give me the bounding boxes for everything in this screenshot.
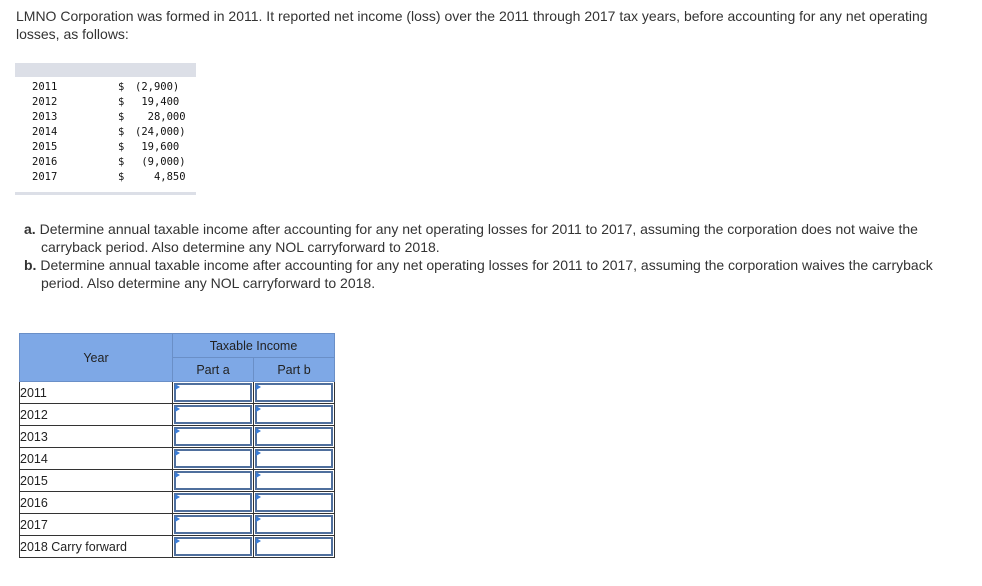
question-list — [24, 220, 964, 292]
income-year: 2012 — [32, 96, 58, 108]
question-a — [24, 220, 964, 256]
part-b-input-cell[interactable] — [254, 492, 335, 514]
part-a-input[interactable] — [174, 383, 252, 402]
income-amount: (9,000) — [135, 156, 186, 168]
table-row — [20, 382, 335, 404]
table-row — [20, 404, 335, 426]
part-a-input-cell[interactable] — [173, 470, 254, 492]
part-a-input-cell[interactable] — [173, 448, 254, 470]
currency-symbol: $ — [118, 126, 125, 138]
row-year-label: 2014 — [20, 448, 173, 470]
part-a-input-cell[interactable] — [173, 426, 254, 448]
income-row — [15, 110, 196, 125]
part-b-input-cell[interactable] — [254, 536, 335, 558]
table-row — [20, 492, 335, 514]
row-year-label: 2013 — [20, 426, 173, 448]
part-b-input-cell[interactable] — [254, 448, 335, 470]
part-b-input-cell[interactable] — [254, 470, 335, 492]
part-a-input[interactable] — [174, 405, 252, 424]
income-amount: 28,000 — [135, 111, 186, 123]
taxable-income-table — [19, 333, 335, 558]
currency-symbol: $ — [118, 111, 125, 123]
input-marker-icon — [175, 516, 180, 522]
input-marker-icon — [256, 384, 261, 390]
part-a-input-cell[interactable] — [173, 536, 254, 558]
table-row — [20, 426, 335, 448]
data-box-bottom-rule — [15, 192, 196, 195]
income-row — [15, 155, 196, 170]
input-marker-icon — [256, 472, 261, 478]
input-marker-icon — [256, 406, 261, 412]
currency-symbol: $ — [118, 141, 125, 153]
currency-symbol: $ — [118, 81, 125, 93]
income-amount: (24,000) — [135, 126, 186, 138]
part-a-input[interactable] — [174, 537, 252, 556]
income-data-box — [15, 63, 196, 195]
part-a-input[interactable] — [174, 515, 252, 534]
input-marker-icon — [256, 516, 261, 522]
input-marker-icon — [256, 494, 261, 500]
row-year-label: 2018 Carry forward — [20, 536, 173, 558]
row-year-label: 2011 — [20, 382, 173, 404]
part-a-input-cell[interactable] — [173, 404, 254, 426]
input-marker-icon — [175, 472, 180, 478]
part-a-input[interactable] — [174, 493, 252, 512]
part-b-input[interactable] — [255, 449, 333, 468]
income-data-rows — [15, 80, 196, 185]
part-b-input[interactable] — [255, 471, 333, 490]
part-a-input-cell[interactable] — [173, 514, 254, 536]
income-year: 2017 — [32, 171, 58, 183]
part-a-input-cell[interactable] — [173, 492, 254, 514]
income-row — [15, 80, 196, 95]
income-row — [15, 125, 196, 140]
input-marker-icon — [175, 450, 180, 456]
income-amount: 19,600 — [135, 141, 180, 153]
currency-symbol: $ — [118, 171, 125, 183]
income-year: 2014 — [32, 126, 58, 138]
input-marker-icon — [175, 428, 180, 434]
taxable-income-header: Taxable Income — [173, 334, 335, 358]
table-row — [20, 536, 335, 558]
part-b-input-cell[interactable] — [254, 404, 335, 426]
year-column-header: Year — [20, 334, 173, 382]
table-row — [20, 514, 335, 536]
input-marker-icon — [256, 428, 261, 434]
part-b-input[interactable] — [255, 493, 333, 512]
income-amount: (2,900) — [135, 81, 180, 93]
problem-intro: LMNO Corporation was formed in 2011. It reported net income (loss) over the 2011 through 2017 tax years, before accounting for any net operating losses, as follows: — [16, 8, 928, 42]
input-marker-icon — [175, 538, 180, 544]
input-marker-icon — [175, 384, 180, 390]
part-b-input[interactable] — [255, 383, 333, 402]
data-box-top-bar — [15, 63, 196, 77]
question-b-label: b. — [24, 257, 37, 273]
income-year: 2015 — [32, 141, 58, 153]
input-marker-icon — [175, 494, 180, 500]
row-year-label: 2016 — [20, 492, 173, 514]
table-row — [20, 448, 335, 470]
question-b — [24, 256, 964, 292]
input-marker-icon — [256, 538, 261, 544]
income-year: 2013 — [32, 111, 58, 123]
row-year-label: 2015 — [20, 470, 173, 492]
income-row — [15, 95, 196, 110]
income-year: 2016 — [32, 156, 58, 168]
income-row — [15, 170, 196, 185]
part-b-input[interactable] — [255, 537, 333, 556]
part-b-input-cell[interactable] — [254, 514, 335, 536]
row-year-label: 2012 — [20, 404, 173, 426]
input-marker-icon — [256, 450, 261, 456]
question-b-text: Determine annual taxable income after accounting for any net operating losses for 2011 to 2017, assuming the corporation waives the carryback period. Also determine any NOL carryforward to 2018. — [40, 257, 933, 291]
question-a-label: a. — [24, 221, 36, 237]
income-year: 2011 — [32, 81, 58, 93]
part-b-input[interactable] — [255, 427, 333, 446]
income-row — [15, 140, 196, 155]
part-a-input[interactable] — [174, 471, 252, 490]
part-a-input[interactable] — [174, 449, 252, 468]
part-b-input-cell[interactable] — [254, 426, 335, 448]
question-a-text: Determine annual taxable income after accounting for any net operating losses for 2011 to 2017, assuming the corporation does not waive the carryback period. Also determine any NOL carryforward to 2018. — [39, 221, 918, 255]
row-year-label: 2017 — [20, 514, 173, 536]
part-b-header: Part b — [254, 358, 335, 382]
currency-symbol: $ — [118, 156, 125, 168]
input-marker-icon — [175, 406, 180, 412]
part-b-input[interactable] — [255, 405, 333, 424]
part-a-header: Part a — [173, 358, 254, 382]
part-a-input-cell[interactable] — [173, 382, 254, 404]
part-b-input[interactable] — [255, 515, 333, 534]
currency-symbol: $ — [118, 96, 125, 108]
part-a-input[interactable] — [174, 427, 252, 446]
income-amount: 19,400 — [135, 96, 180, 108]
table-row — [20, 470, 335, 492]
part-b-input-cell[interactable] — [254, 382, 335, 404]
income-amount: 4,850 — [135, 171, 186, 183]
